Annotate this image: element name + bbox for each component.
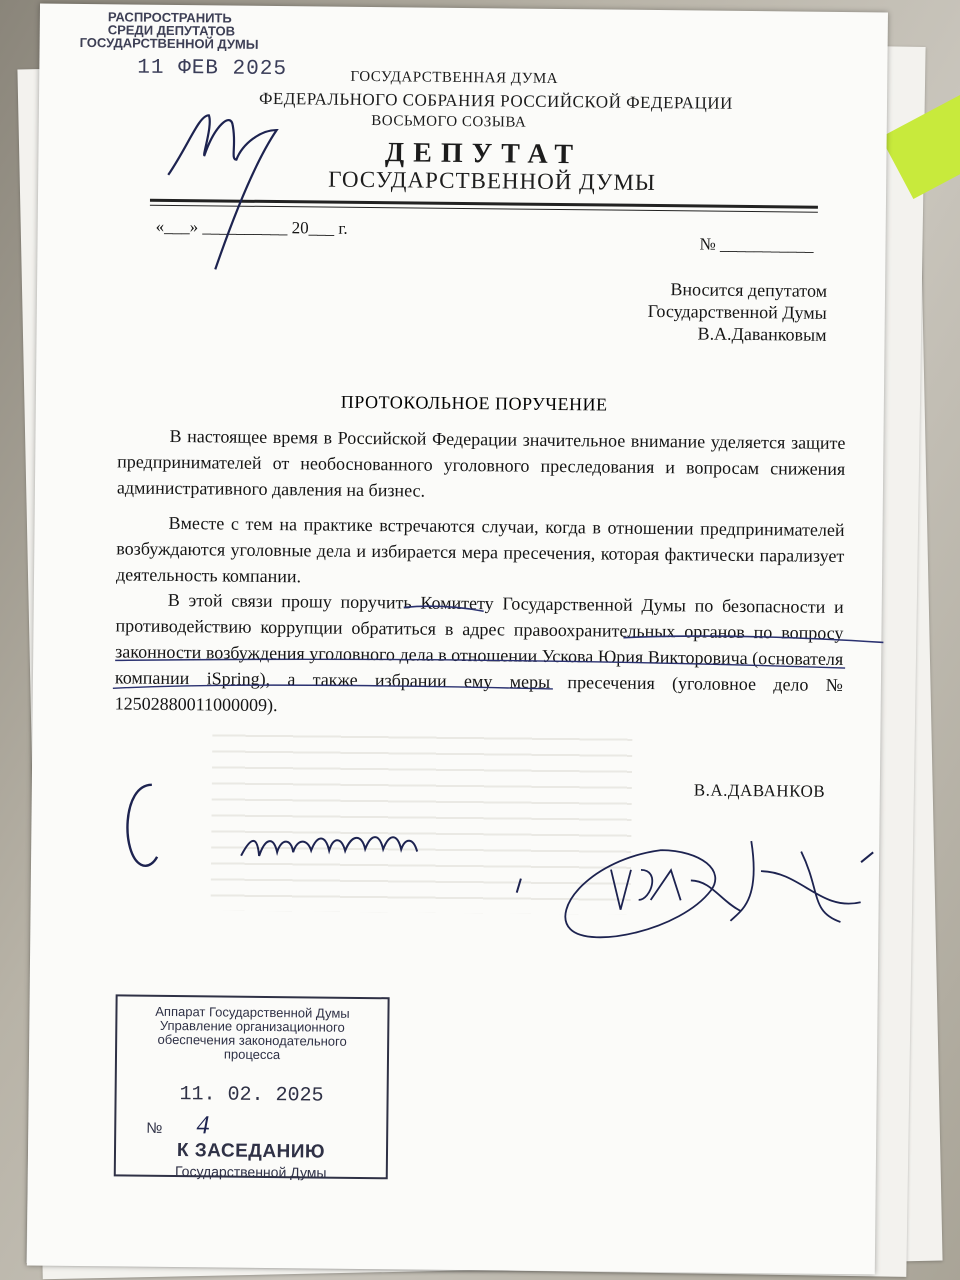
stamp-line: РАСПРОСТРАНИТЬ — [107, 9, 232, 26]
signature-tick — [861, 852, 873, 862]
header-gosdumy: ГОСУДАРСТВЕННОЙ ДУМЫ — [328, 166, 657, 196]
distribution-stamp-date: 11 ФЕВ 2025 — [137, 56, 288, 82]
introducer-line: В.А.Даванковым — [697, 323, 827, 345]
handwritten-closing-image — [121, 764, 542, 898]
signature-loop — [565, 849, 715, 938]
cursive-c — [127, 785, 158, 866]
stamp-date: 11. 02. 2025 — [179, 1083, 324, 1108]
initial-signature-image — [157, 85, 319, 277]
stamp-line: Управление организационного — [159, 1017, 345, 1035]
header-line-1: ГОСУДАРСТВЕННАЯ ДУМА — [350, 68, 559, 87]
introducer-line: Вносится депутатом — [670, 279, 828, 301]
paragraph-text: В настоящее время в Российской Федерации значительное внимание уделяется защите предпринимателей от необоснованного уголовного преследования и вопросам снижения административного давления на бизнес. — [116, 425, 846, 501]
header-line-3: ВОСЬМОГО СОЗЫВА — [371, 113, 527, 131]
document-title: ПРОТОКОЛЬНОЕ ПОРУЧЕНИЕ — [340, 391, 608, 415]
stamp-line: СРЕДИ ДЕПУТАТОВ — [107, 22, 236, 39]
signatory-name: В.А.ДАВАНКОВ — [693, 780, 826, 801]
paragraph-text: Вместе с тем на практике встречаются случаи, когда в отношении предпринимателей возбуждаются уголовные дела и избирается мера пресечения, которая фактически парализует деятельность компании. — [115, 512, 845, 587]
stamp-number-label: № — [146, 1119, 163, 1137]
number-field: № ___________ — [699, 234, 814, 255]
underline-line3 — [115, 656, 845, 668]
stamp-footer: Государственной Думы — [174, 1163, 327, 1181]
stamp-number-value: 4 — [196, 1110, 210, 1140]
cursive-word — [241, 836, 417, 858]
cursive-comma — [517, 879, 521, 893]
stamp-line: Аппарат Государственной Думы — [155, 1003, 350, 1021]
underline-line4 — [113, 683, 553, 693]
apparatus-stamp — [114, 994, 390, 1179]
introducer-line: Государственной Думы — [647, 300, 827, 323]
signature-image — [550, 809, 871, 952]
stamp-session: К ЗАСЕДАНИЮ — [176, 1140, 326, 1163]
underline-obratitsya — [623, 635, 883, 642]
initial-stroke — [167, 115, 277, 270]
header-line-2: ФЕДЕРАЛЬНОГО СОБРАНИЯ РОССИЙСКОЙ ФЕДЕРАЦИИ — [258, 88, 733, 113]
header-deputat: ДЕПУТАТ — [384, 137, 583, 171]
stamp-number-row — [116, 1109, 386, 1142]
date-field: «___» __________ 20___ г. — [155, 216, 348, 238]
stamp-line: ГОСУДАРСТВЕННОЙ ДУМЫ — [79, 34, 259, 52]
paragraph-text: В этой связи прошу поручить Комитету Государственной Думы по безопасности и противодействию коррупции обратиться в адрес правоохранительных органов по вопросу законности возбуждения уголовного дела в отношении Ускова Юрия Викторовича (основателя компании iSpring), а также избрании ему меры пресечения (уголовное дело № 12502880011000009). — [114, 589, 844, 716]
stamp-line: обеспечения законодательного — [157, 1031, 347, 1049]
document-page — [27, 4, 888, 1275]
stamp-line: процесса — [223, 1046, 281, 1063]
underline-poruchit — [404, 606, 484, 611]
